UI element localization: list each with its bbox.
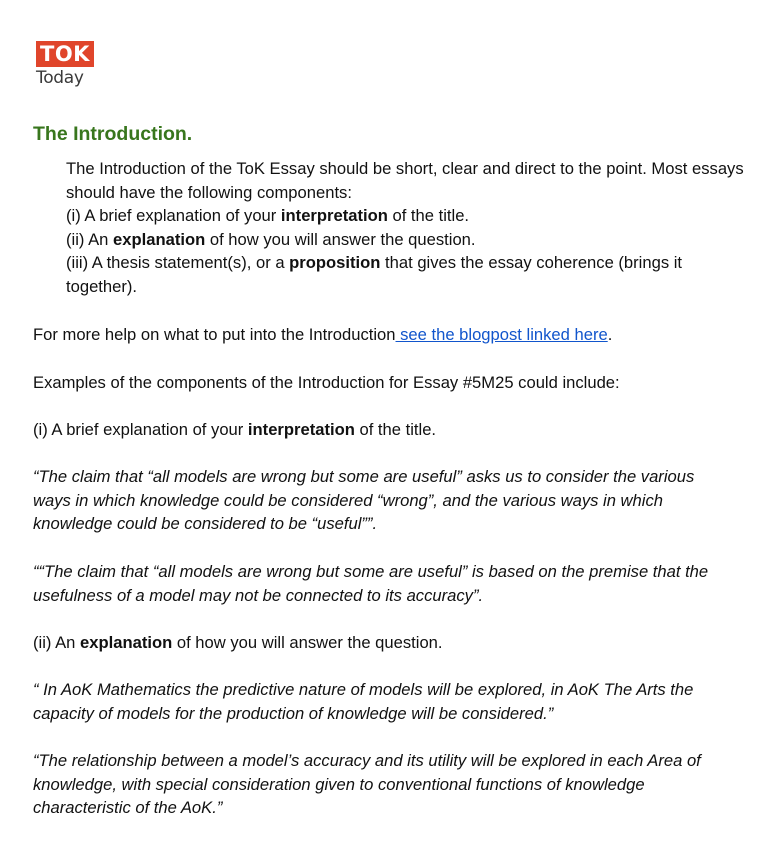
intro-line: The Introduction of the ToK Essay should be short, clear and direct to the point. Most essays should have the following components:	[66, 159, 744, 202]
logo-tok: TOK	[36, 41, 94, 67]
tok-today-logo	[36, 41, 94, 88]
example-component-1: (i) A brief explanation of your interpretation of the title.	[33, 420, 437, 439]
intro-paragraph	[66, 157, 756, 299]
examples-intro: Examples of the components of the Introduction for Essay #5M25 could include:	[33, 373, 620, 392]
example-quote-1: “The claim that “all models are wrong but some are useful” asks us to consider the various ways in which knowledge could be considered “wrong”, and the various ways in which knowledge could be considered to be “useful””.	[33, 467, 695, 534]
intro-component-3: (iii) A thesis statement(s), or a proposition that gives the essay coherence (brings it together).	[66, 253, 683, 296]
section-heading: The Introduction.	[33, 123, 193, 145]
example-component-2: (ii) An explanation of how you will answer the question.	[33, 633, 443, 652]
help-paragraph: For more help on what to put into the Introduction see the blogpost linked here.	[33, 325, 613, 344]
intro-component-1: (i) A brief explanation of your interpretation of the title.	[66, 206, 470, 226]
intro-component-2: (ii) An explanation of how you will answer the question.	[66, 229, 476, 249]
example-quote-2: ““The claim that “all models are wrong but some are useful” is based on the premise that the usefulness of a model may not be connected to its accuracy”.	[33, 562, 709, 605]
example-quote-3: “ In AoK Mathematics the predictive nature of models will be explored, in AoK The Arts the capacity of models for the production of knowledge will be considered.”	[33, 680, 694, 723]
example-quote-4: “The relationship between a model’s accuracy and its utility will be explored in each Area of knowledge, with special consideration given to conventional functions of knowledge characteristic of the AoK.”	[33, 751, 701, 818]
blogpost-link[interactable]: see the blogpost linked here	[395, 325, 608, 344]
logo-today: Today	[36, 68, 84, 88]
